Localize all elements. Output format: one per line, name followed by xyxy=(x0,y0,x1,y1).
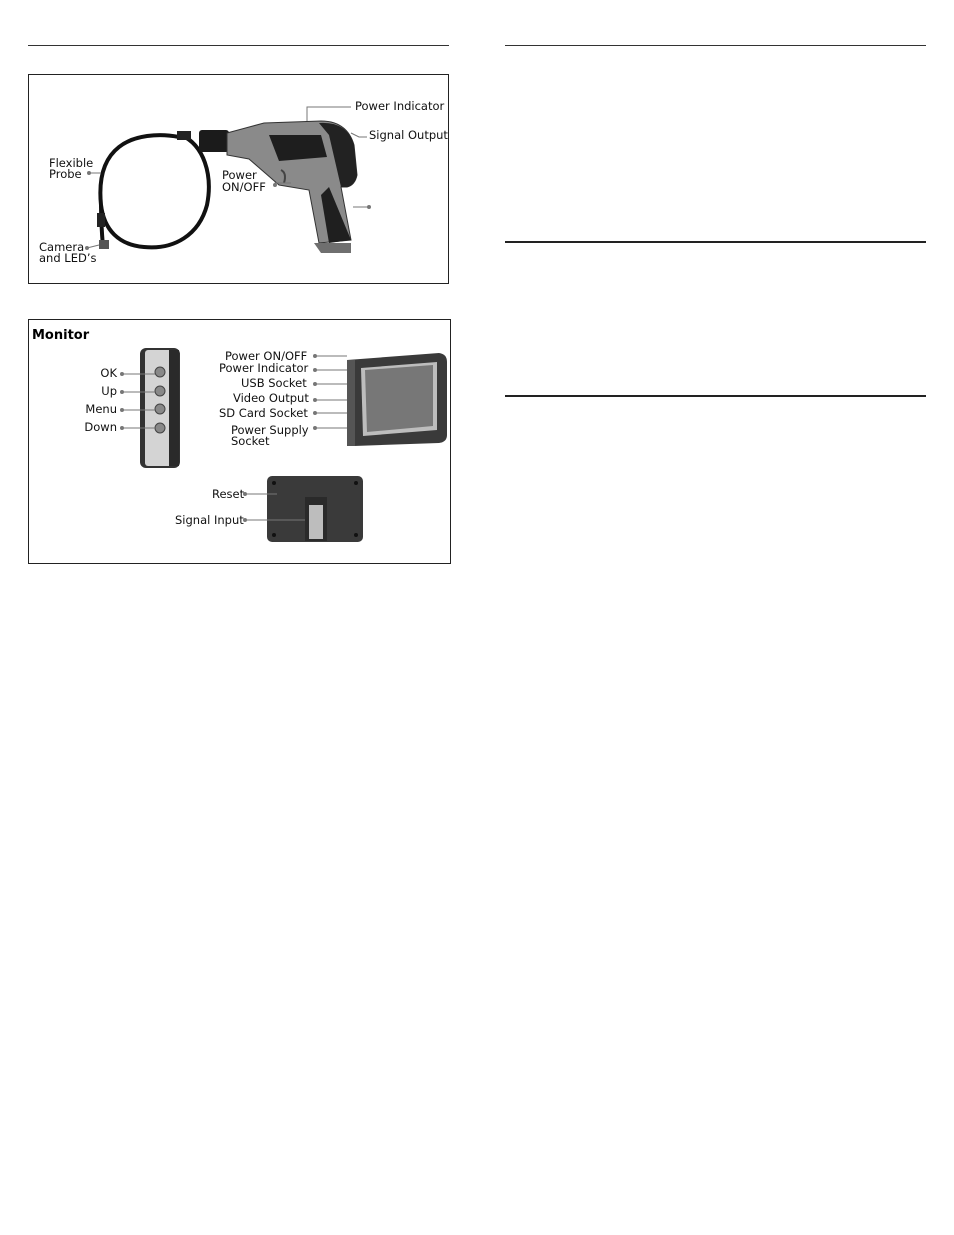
monitor-back-view xyxy=(267,476,363,542)
label-power-onoff-2: ON/OFF xyxy=(222,180,266,194)
label-ok: OK xyxy=(100,366,117,380)
right-mid-rule-1 xyxy=(505,241,926,243)
flexible-probe-cable xyxy=(100,135,208,247)
label-flexible-probe-2: Probe xyxy=(49,167,82,181)
handle-diagram xyxy=(28,74,449,284)
label-monitor-power-onoff: Power ON/OFF xyxy=(225,349,308,363)
probe-joint xyxy=(97,213,105,227)
label-usb-socket: USB Socket xyxy=(241,376,307,390)
label-camera-leds-1: Camera xyxy=(39,240,85,254)
probe-connector xyxy=(177,131,191,140)
label-camera-leds-2: and LED’s xyxy=(39,251,97,265)
down-button-shape xyxy=(155,423,165,433)
camera-head xyxy=(99,240,109,249)
label-down: Down xyxy=(84,420,117,434)
label-sd-card-socket: SD Card Socket xyxy=(219,406,308,420)
label-menu: Menu xyxy=(85,402,117,416)
label-power-indicator: Power Indicator xyxy=(355,99,445,113)
label-flexible-probe-1: Flexible xyxy=(49,156,94,170)
label-power-supply-socket-1: Power Supply xyxy=(231,423,309,437)
label-power-supply-socket-2: Socket xyxy=(231,434,270,448)
label-signal-input: Signal Input xyxy=(175,513,244,527)
label-monitor-power-indicator: Power Indicator xyxy=(219,361,309,375)
monitor-title: Monitor xyxy=(32,328,90,343)
right-mid-rule-2 xyxy=(505,395,926,397)
monitor-side-view xyxy=(140,348,180,468)
menu-button-shape xyxy=(155,404,165,414)
label-signal-output: Signal Output xyxy=(369,128,448,142)
up-button-shape xyxy=(155,386,165,396)
monitor-diagram xyxy=(28,319,451,564)
label-up: Up xyxy=(101,384,117,398)
label-reset: Reset xyxy=(212,487,245,501)
monitor-front-view xyxy=(347,353,447,446)
label-video-output: Video Output xyxy=(233,391,309,405)
ok-button-shape xyxy=(155,367,165,377)
right-top-rule xyxy=(505,45,926,46)
label-power-onoff-1: Power xyxy=(222,168,257,182)
left-top-rule xyxy=(28,45,449,46)
